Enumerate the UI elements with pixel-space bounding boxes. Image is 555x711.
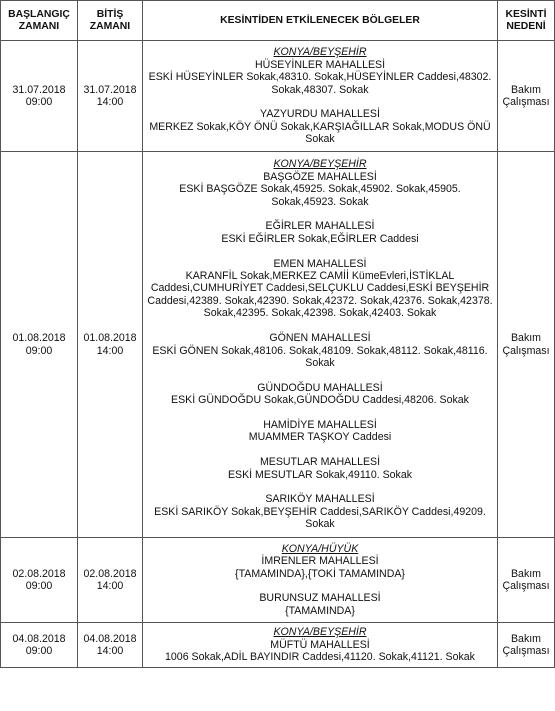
street-list: ESKİ SARIKÖY Sokak,BEYŞEHİR Caddesi,SARIKÖY Caddesi,49209. Sokak <box>154 505 486 531</box>
table-header-row <box>1 1 555 41</box>
neighborhood-name: GÖNEN MAHALLESİ <box>269 332 371 345</box>
neighborhood-name: GÜNDOĞDU MAHALLESİ <box>257 381 383 394</box>
regions-cell <box>143 41 498 152</box>
table-row <box>1 41 555 152</box>
street-list: {TAMAMINDA},{TOKİ TAMAMINDA} <box>235 567 405 580</box>
end-cell <box>78 538 143 623</box>
neighborhood-group <box>147 258 493 320</box>
street-list: MERKEZ Sokak,KÖY ÖNÜ Sokak,KARŞIAĞILLAR Sokak,MODUS ÖNÜ Sokak <box>149 120 491 146</box>
end-date: 02.08.2018 <box>83 567 137 580</box>
table-row <box>1 152 555 538</box>
neighborhood-name: EMEN MAHALLESİ <box>273 257 367 270</box>
neighborhood-group <box>147 220 493 245</box>
reason-text: Bakım Çalışması <box>502 332 550 357</box>
start-cell <box>1 41 78 152</box>
end-cell <box>78 152 143 538</box>
province-label: KONYA/BEYŞEHİR <box>273 158 367 171</box>
street-list: {TAMAMINDA} <box>285 604 355 617</box>
neighborhood-name: EĞİRLER MAHALLESİ <box>265 220 375 233</box>
province-label: KONYA/HÜYÜK <box>281 542 359 555</box>
start-cell <box>1 623 78 668</box>
street-list: 1006 Sokak,ADİL BAYINDIR Caddesi,41120. Sokak,41121. Sokak <box>165 651 475 664</box>
reason-cell <box>498 538 555 623</box>
street-list: ESKİ MESUTLAR Sokak,49110. Sokak <box>227 468 413 481</box>
neighborhood-group <box>147 456 493 481</box>
header-reason: KESİNTİ NEDENİ <box>498 1 555 41</box>
reason-cell <box>498 152 555 538</box>
end-time: 14:00 <box>96 344 124 357</box>
start-date: 01.08.2018 <box>12 332 66 345</box>
reason-text: Bakım Çalışması <box>502 567 550 592</box>
table-row <box>1 538 555 623</box>
neighborhood-group <box>147 626 493 663</box>
start-cell <box>1 538 78 623</box>
street-list: ESKİ BAŞGÖZE Sokak,45925. Sokak,45902. Sokak,45905. Sokak,45923. Sokak <box>179 183 461 208</box>
street-list: MUAMMER TAŞKOY Caddesi <box>248 431 392 444</box>
end-cell <box>78 41 143 152</box>
start-date: 04.08.2018 <box>12 632 66 645</box>
street-list: ESKİ EĞİRLER Sokak,EĞİRLER Caddesi <box>221 232 419 245</box>
start-time: 09:00 <box>25 344 53 357</box>
header-end-time: BİTİŞ ZAMANI <box>78 1 143 41</box>
end-date: 04.08.2018 <box>83 632 137 645</box>
neighborhood-group <box>147 46 493 96</box>
neighborhood-group <box>147 592 493 617</box>
neighborhood-name: HAMİDİYE MAHALLESİ <box>263 418 377 431</box>
end-cell <box>78 623 143 668</box>
neighborhood-group <box>147 158 493 208</box>
regions-cell <box>143 538 498 623</box>
street-list: ESKİ HÜSEYİNLER Sokak,48310. Sokak,HÜSEYİNLER Caddesi,48302. Sokak,48307. Sokak <box>148 71 492 96</box>
start-cell <box>1 152 78 538</box>
table-row <box>1 623 555 668</box>
reason-text: Bakım Çalışması <box>502 83 550 108</box>
end-date: 31.07.2018 <box>83 83 137 96</box>
neighborhood-group <box>147 493 493 530</box>
start-time: 09:00 <box>25 96 53 108</box>
end-date: 01.08.2018 <box>83 332 137 345</box>
reason-cell <box>498 623 555 668</box>
neighborhood-name: BURUNSUZ MAHALLESİ <box>259 592 381 605</box>
neighborhood-group <box>147 543 493 580</box>
street-list: ESKİ GÖNEN Sokak,48106. Sokak,48109. Sokak,48112. Sokak,48116. Sokak <box>152 344 488 369</box>
end-time: 14:00 <box>96 96 124 108</box>
province-label: KONYA/BEYŞEHİR <box>273 46 367 59</box>
header-start-time: BAŞLANGIÇ ZAMANI <box>1 1 78 41</box>
neighborhood-name: MÜFTÜ MAHALLESİ <box>270 638 370 651</box>
start-date: 31.07.2018 <box>12 83 66 96</box>
header-regions: KESİNTİDEN ETKİLENECEK BÖLGELER <box>143 1 498 41</box>
start-date: 02.08.2018 <box>12 567 66 580</box>
neighborhood-name: İMRENLER MAHALLESİ <box>261 555 379 568</box>
street-list: ESKİ GÜNDOĞDU Sokak,GÜNDOĞDU Caddesi,48206. Sokak <box>171 394 469 407</box>
regions-cell <box>143 623 498 668</box>
reason-cell <box>498 41 555 152</box>
neighborhood-group <box>147 382 493 407</box>
neighborhood-name: BAŞGÖZE MAHALLESİ <box>263 170 377 183</box>
neighborhood-name: YAZYURDU MAHALLESİ <box>260 108 380 121</box>
reason-text: Bakım Çalışması <box>502 632 550 657</box>
neighborhood-name: HÜSEYİNLER MAHALLESİ <box>254 58 386 71</box>
start-time: 09:00 <box>25 580 53 592</box>
end-time: 14:00 <box>96 580 124 592</box>
regions-cell <box>143 152 498 538</box>
neighborhood-group <box>147 419 493 444</box>
end-time: 14:00 <box>96 645 124 657</box>
neighborhood-name: MESUTLAR MAHALLESİ <box>259 456 381 469</box>
neighborhood-name: SARIKÖY MAHALLESİ <box>265 493 375 506</box>
neighborhood-group <box>147 108 493 145</box>
province-label: KONYA/BEYŞEHİR <box>273 626 367 639</box>
street-list: KARANFİL Sokak,MERKEZ CAMİİ KümeEvleri,İSTİKLAL Caddesi,CUMHURİYET Caddesi,SELÇUKLU Caddesi,ESKİ BEYŞEHİR Caddesi,42389. Sokak,42390. Sokak,42372. Sokak,42376. Sokak,42378. Sokak,42395. Sokak,42398. Sokak,42403. Sokak <box>147 270 493 320</box>
start-time: 09:00 <box>25 645 53 657</box>
neighborhood-group <box>147 332 493 369</box>
